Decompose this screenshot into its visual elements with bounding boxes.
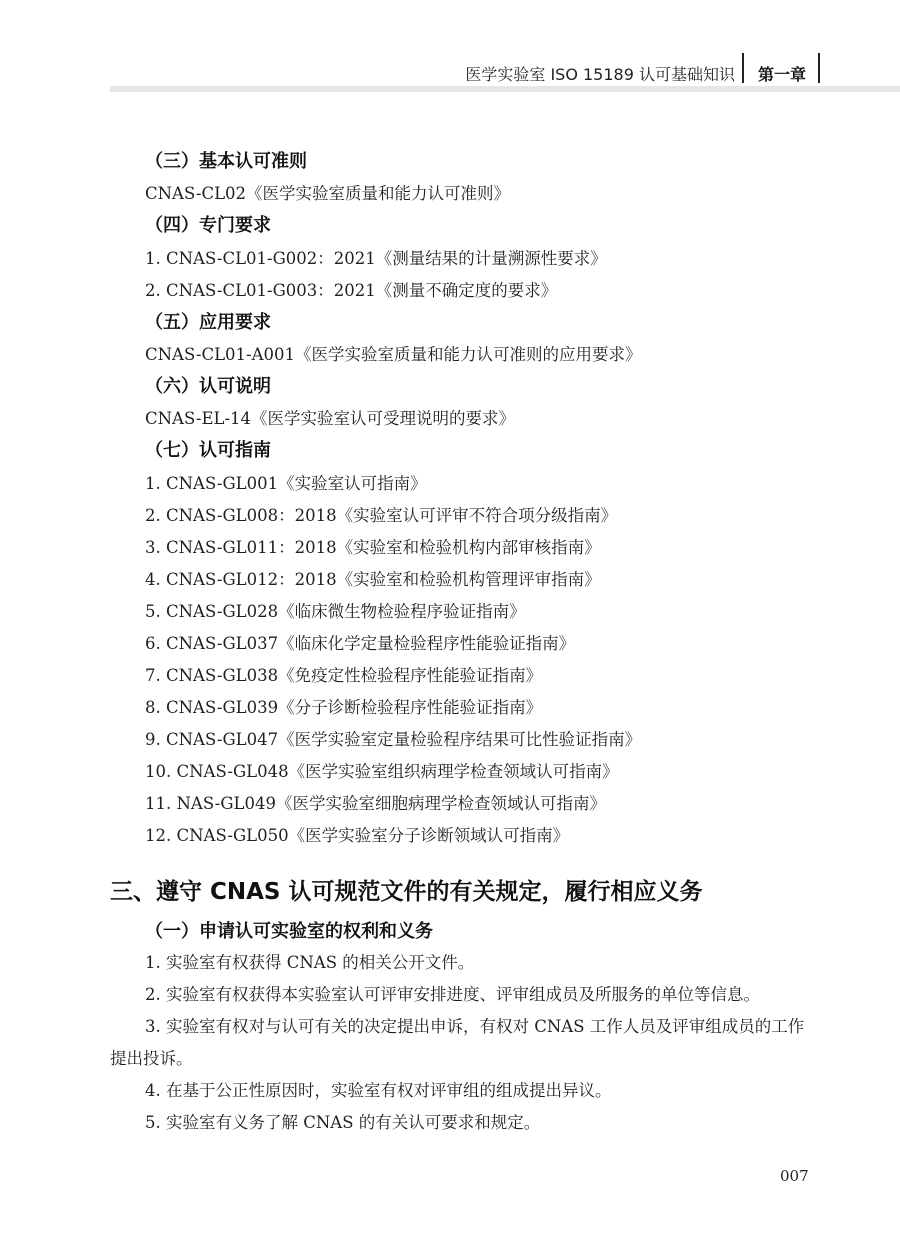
list-item: 2. CNAS-CL01-G003：2021《测量不确定度的要求》 [145,281,558,300]
section-heading-3: （三）基本认可准则 [145,151,307,172]
header-divider [742,53,744,83]
section-heading-7: （七）认可指南 [145,440,271,461]
paragraph: 2. 实验室有权获得本实验室认可评审安排进度、评审组成员及所服务的单位等信息。 [145,985,760,1004]
standard-item: CNAS-CL01-A001《医学实验室质量和能力认可准则的应用要求》 [145,345,642,364]
paragraph: 1. 实验室有权获得 CNAS 的相关公开文件。 [145,953,475,972]
paragraph: 4. 在基于公正性原因时，实验室有权对评审组的组成提出异议。 [145,1081,612,1100]
list-item: 6. CNAS-GL037《临床化学定量检验程序性能验证指南》 [145,634,576,653]
list-item: 8. CNAS-GL039《分子诊断检验程序性能验证指南》 [145,698,543,717]
paragraph: 3. 实验室有权对与认可有关的决定提出申诉，有权对 CNAS 工作人员及评审组成员的工作提出投诉。 [110,1017,805,1068]
paragraph: 5. 实验室有义务了解 CNAS 的有关认可要求和规定。 [145,1113,541,1132]
list-item: 2. CNAS-GL008：2018《实验室认可评审不符合项分级指南》 [145,506,618,525]
list-item: 4. CNAS-GL012：2018《实验室和检验机构管理评审指南》 [145,570,601,589]
list-item: 11. NAS-GL049《医学实验室细胞病理学检查领域认可指南》 [145,794,606,813]
subsection-heading: （一）申请认可实验室的权利和义务 [145,921,433,942]
header-divider [818,53,820,83]
page-number: 007 [780,1167,809,1185]
running-header [0,0,900,95]
list-item: 1. CNAS-CL01-G002：2021《测量结果的计量溯源性要求》 [145,249,607,268]
section-heading-5: （五）应用要求 [145,312,271,333]
list-item: 9. CNAS-GL047《医学实验室定量检验程序结果可比性验证指南》 [145,730,642,749]
list-item: 1. CNAS-GL001《实验室认可指南》 [145,474,427,493]
header-rule [110,86,900,92]
list-item: 7. CNAS-GL038《免疫定性检验程序性能验证指南》 [145,666,543,685]
list-item: 10. CNAS-GL048《医学实验室组织病理学检查领域认可指南》 [145,762,619,781]
book-title: 医学实验室 ISO 15189 认可基础知识 [465,65,735,84]
section-heading-6: （六）认可说明 [145,376,271,397]
part-heading: 三、遵守 CNAS 认可规范文件的有关规定，履行相应义务 [110,879,703,905]
list-item: 5. CNAS-GL028《临床微生物检验程序验证指南》 [145,602,526,621]
section-heading-4: （四）专门要求 [145,215,271,236]
chapter-label: 第一章 [758,65,807,84]
standard-item: CNAS-CL02《医学实验室质量和能力认可准则》 [145,184,511,203]
standard-item: CNAS-EL-14《医学实验室认可受理说明的要求》 [145,409,516,428]
list-item: 3. CNAS-GL011：2018《实验室和检验机构内部审核指南》 [145,538,601,557]
list-item: 12. CNAS-GL050《医学实验室分子诊断领域认可指南》 [145,826,570,845]
